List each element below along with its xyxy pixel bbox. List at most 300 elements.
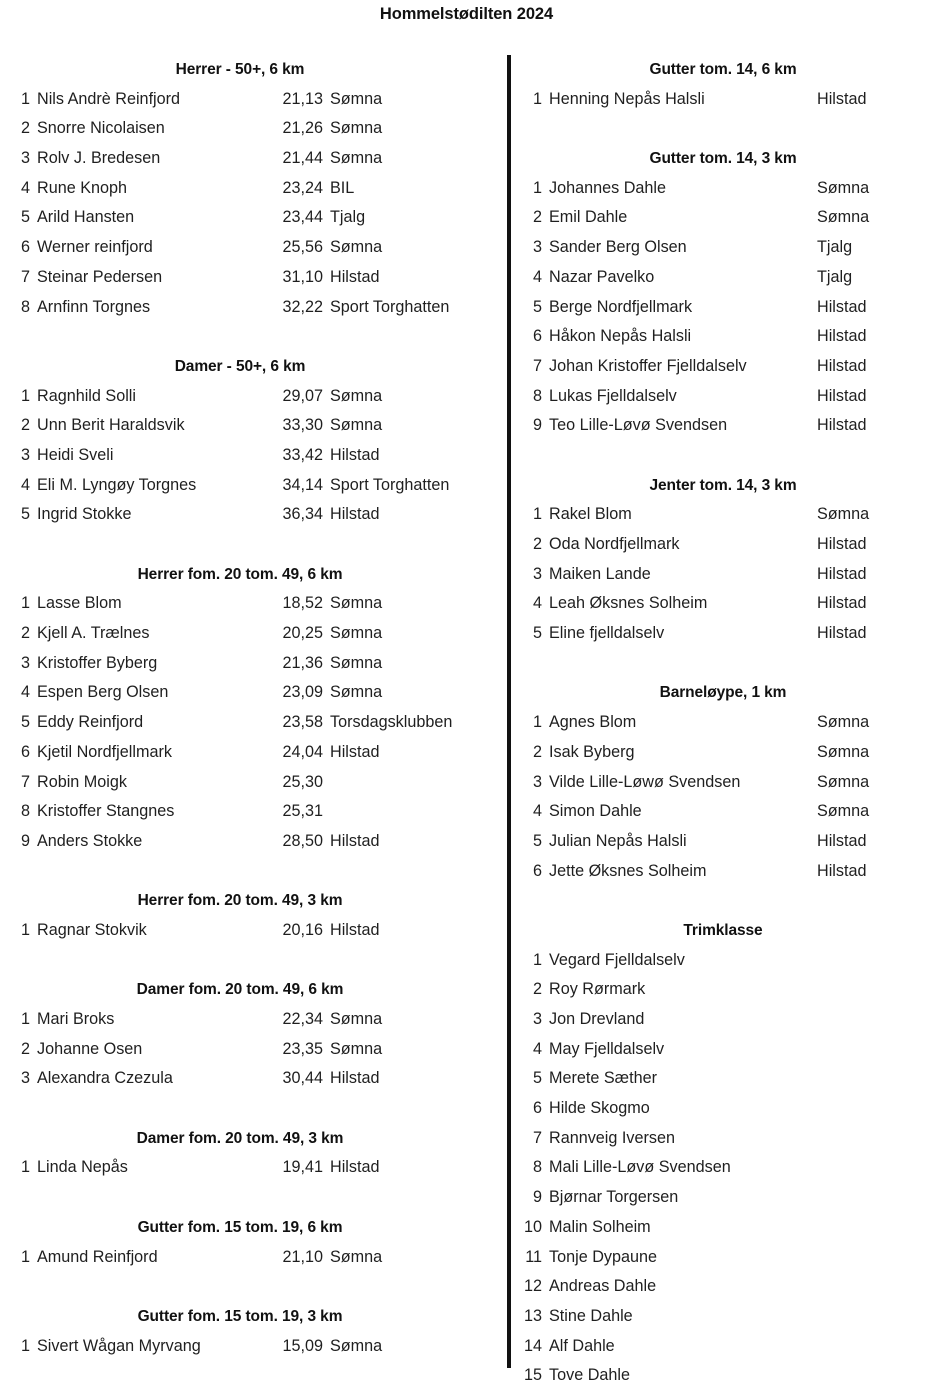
result-section xyxy=(0,975,500,1094)
result-row xyxy=(513,589,933,619)
result-club: Sømna xyxy=(330,89,383,108)
result-name: Linda Nepås xyxy=(37,1158,128,1177)
result-name: Espen Berg Olsen xyxy=(37,683,169,702)
result-rank: 1 xyxy=(532,950,542,969)
result-time: 20,16 xyxy=(282,920,323,939)
result-name: Mali Lille-Løvø Svendsen xyxy=(549,1158,731,1177)
result-club: Sømna xyxy=(330,1336,383,1355)
result-time: 21,36 xyxy=(282,653,323,672)
result-name: Nazar Pavelko xyxy=(549,267,655,286)
result-club: Hilstad xyxy=(817,564,867,583)
result-rank: 4 xyxy=(20,683,30,702)
result-row xyxy=(513,1302,933,1332)
result-rank: 4 xyxy=(532,267,542,286)
result-rank: 4 xyxy=(532,594,542,613)
result-row xyxy=(513,946,933,976)
result-rank: 2 xyxy=(20,1039,30,1058)
result-row xyxy=(0,738,500,768)
result-club: Hilstad xyxy=(817,624,867,643)
result-club: Hilstad xyxy=(817,535,867,553)
result-rank: 13 xyxy=(523,1306,542,1325)
right-results-column xyxy=(513,55,933,1391)
section-spacer xyxy=(0,946,500,976)
result-rank: 1 xyxy=(20,1158,30,1177)
result-row xyxy=(513,1183,933,1213)
result-row xyxy=(513,738,933,768)
result-name: Ragnhild Solli xyxy=(37,386,136,405)
result-name: Rolv J. Bredesen xyxy=(37,149,161,168)
result-row xyxy=(513,1332,933,1362)
result-section xyxy=(513,55,933,114)
result-name: Lasse Blom xyxy=(37,594,122,613)
result-rank: 5 xyxy=(532,297,542,316)
result-name: Julian Nepås Halsli xyxy=(549,831,687,850)
result-rank: 5 xyxy=(20,713,30,732)
result-row xyxy=(513,530,933,560)
result-name: Jette Øksnes Solheim xyxy=(549,861,707,880)
result-row xyxy=(513,1094,933,1124)
result-row xyxy=(0,85,500,115)
result-rank: 2 xyxy=(532,208,542,227)
result-rank: 5 xyxy=(20,505,30,524)
result-rank: 1 xyxy=(20,1247,30,1266)
result-row xyxy=(0,589,500,619)
result-club: Torsdagsklubben xyxy=(330,713,453,732)
result-time: 21,10 xyxy=(282,1247,323,1266)
result-rank: 8 xyxy=(532,1158,542,1177)
result-name: Alexandra Czezula xyxy=(37,1069,173,1088)
section-heading: Trimklasse xyxy=(683,921,763,939)
result-rank: 1 xyxy=(20,1336,30,1355)
result-row xyxy=(513,322,933,352)
result-name: Ingrid Stokke xyxy=(37,505,132,524)
result-row xyxy=(513,1035,933,1065)
result-club: BIL xyxy=(330,178,355,197)
result-name: Arnfinn Torgnes xyxy=(37,297,151,316)
result-name: Tove Dahle xyxy=(549,1366,630,1385)
result-club: Sømna xyxy=(817,742,870,761)
result-name: Anders Stokke xyxy=(37,831,143,850)
result-rank: 3 xyxy=(532,564,542,583)
result-row xyxy=(513,975,933,1005)
result-rank: 6 xyxy=(532,327,542,346)
result-section xyxy=(513,916,933,1391)
result-club: Hilstad xyxy=(817,831,867,850)
result-club: Sømna xyxy=(817,713,870,732)
result-rank: 11 xyxy=(525,1247,542,1266)
result-club: Sømna xyxy=(817,178,870,197)
section-spacer xyxy=(0,1183,500,1213)
result-club: Hilstad xyxy=(330,742,380,761)
section-spacer xyxy=(513,886,933,916)
result-rank: 14 xyxy=(523,1336,542,1355)
result-row xyxy=(0,203,500,233)
result-time: 23,44 xyxy=(282,208,323,227)
result-time: 33,42 xyxy=(282,445,323,464)
result-name: Roy Rørmark xyxy=(549,980,646,999)
result-club: Hilstad xyxy=(330,505,380,524)
result-name: Eline fjelldalselv xyxy=(549,624,665,643)
section-spacer xyxy=(0,1094,500,1124)
result-name: Eli M. Lyngøy Torgnes xyxy=(37,475,197,494)
result-row xyxy=(513,768,933,798)
result-name: May Fjelldalselv xyxy=(549,1039,665,1058)
result-club: Hilstad xyxy=(817,416,867,435)
result-name: Maiken Lande xyxy=(549,564,651,583)
result-row xyxy=(513,233,933,263)
result-name: Alf Dahle xyxy=(549,1336,615,1355)
result-club: Sømna xyxy=(330,1010,383,1028)
result-name: Amund Reinfjord xyxy=(37,1247,158,1266)
result-rank: 2 xyxy=(532,742,542,761)
result-club: Tjalg xyxy=(330,208,366,227)
result-rank: 5 xyxy=(532,831,542,850)
result-row xyxy=(513,382,933,412)
result-rank: 1 xyxy=(532,178,542,197)
result-name: Håkon Nepås Halsli xyxy=(549,327,692,346)
result-row xyxy=(513,1361,933,1391)
result-club: Sømna xyxy=(817,505,870,524)
result-time: 25,31 xyxy=(282,802,323,821)
result-section xyxy=(0,1124,500,1183)
result-club: Sømna xyxy=(817,802,870,821)
result-time: 32,22 xyxy=(282,297,323,316)
result-name: Ragnar Stokvik xyxy=(37,920,147,939)
result-rank: 7 xyxy=(532,1128,542,1147)
result-club: Hilstad xyxy=(330,920,380,939)
result-club: Sport Torghatten xyxy=(330,475,450,494)
result-club: Sømna xyxy=(330,594,383,613)
result-rank: 8 xyxy=(532,386,542,405)
result-row xyxy=(0,1005,500,1035)
section-spacer xyxy=(0,1272,500,1302)
result-row xyxy=(0,768,500,798)
result-club: Hilstad xyxy=(330,445,380,464)
result-row xyxy=(0,1243,500,1273)
result-name: Jon Drevland xyxy=(549,1010,645,1028)
result-rank: 3 xyxy=(20,149,30,168)
result-time: 36,34 xyxy=(282,505,323,524)
result-name: Eddy Reinfjord xyxy=(37,713,144,732)
result-row xyxy=(0,233,500,263)
result-club: Hilstad xyxy=(330,1158,380,1177)
result-club: Sømna xyxy=(330,416,383,435)
result-rank: 1 xyxy=(532,89,542,108)
result-club: Hilstad xyxy=(817,861,867,880)
result-name: Nils Andrè Reinfjord xyxy=(37,89,181,108)
result-rank: 8 xyxy=(20,802,30,821)
result-name: Kristoffer Stangnes xyxy=(37,802,175,821)
result-row xyxy=(513,708,933,738)
result-club: Sømna xyxy=(330,386,383,405)
result-rank: 3 xyxy=(532,772,542,791)
result-name: Werner reinfjord xyxy=(37,238,153,257)
result-row xyxy=(0,649,500,679)
result-club: Hilstad xyxy=(330,267,380,286)
result-rank: 4 xyxy=(532,802,542,821)
result-time: 25,56 xyxy=(282,238,323,257)
result-section xyxy=(0,560,500,857)
section-heading: Herrer - 50+, 6 km xyxy=(175,61,305,78)
result-time: 24,04 xyxy=(282,742,323,761)
result-time: 28,50 xyxy=(282,831,323,850)
result-name: Sander Berg Olsen xyxy=(549,238,687,257)
result-name: Simon Dahle xyxy=(549,802,642,821)
result-club: Tjalg xyxy=(817,267,853,286)
section-spacer xyxy=(513,649,933,679)
result-rank: 1 xyxy=(532,713,542,732)
section-heading: Gutter fom. 15 tom. 19, 6 km xyxy=(137,1218,343,1236)
result-name: Andreas Dahle xyxy=(549,1277,657,1296)
result-rank: 10 xyxy=(523,1217,542,1236)
result-row xyxy=(513,797,933,827)
result-time: 30,44 xyxy=(282,1069,323,1088)
result-name: Johanne Osen xyxy=(37,1039,143,1058)
result-row xyxy=(0,500,500,530)
result-rank: 5 xyxy=(532,1069,542,1088)
result-time: 20,25 xyxy=(282,624,323,643)
section-spacer xyxy=(0,530,500,560)
result-rank: 7 xyxy=(20,267,30,286)
result-club: Sømna xyxy=(330,119,383,138)
result-row xyxy=(513,263,933,293)
result-rank: 1 xyxy=(20,1010,30,1028)
result-name: Heidi Sveli xyxy=(37,445,114,464)
result-time: 25,30 xyxy=(282,772,323,791)
section-spacer xyxy=(0,322,500,352)
result-club: Sømna xyxy=(817,772,870,791)
result-row xyxy=(0,114,500,144)
result-rank: 4 xyxy=(20,475,30,494)
result-name: Henning Nepås Halsli xyxy=(549,89,705,108)
result-rank: 1 xyxy=(20,920,30,939)
result-time: 22,34 xyxy=(282,1010,323,1028)
result-row xyxy=(513,85,933,115)
section-heading: Gutter tom. 14, 6 km xyxy=(649,61,797,78)
result-rank: 6 xyxy=(532,1099,542,1118)
result-row xyxy=(0,1035,500,1065)
result-row xyxy=(0,293,500,323)
result-club: Sømna xyxy=(330,1247,383,1266)
result-time: 19,41 xyxy=(282,1158,323,1177)
result-row xyxy=(513,1153,933,1183)
result-time: 21,26 xyxy=(282,119,323,138)
result-time: 31,10 xyxy=(282,267,323,286)
left-results-column xyxy=(0,55,500,1361)
result-row xyxy=(0,1332,500,1362)
result-name: Hilde Skogmo xyxy=(549,1099,650,1118)
result-row xyxy=(513,352,933,382)
section-spacer xyxy=(513,114,933,144)
section-heading: Damer fom. 20 tom. 49, 6 km xyxy=(136,981,344,999)
result-rank: 4 xyxy=(532,1039,542,1058)
result-name: Vegard Fjelldalselv xyxy=(549,950,685,969)
result-name: Arild Hansten xyxy=(37,208,135,227)
result-row xyxy=(0,916,500,946)
result-section xyxy=(0,1213,500,1272)
result-time: 29,07 xyxy=(282,386,323,405)
result-name: Oda Nordfjellmark xyxy=(549,535,680,553)
section-heading: Gutter fom. 15 tom. 19, 3 km xyxy=(137,1307,343,1325)
result-time: 21,13 xyxy=(282,89,323,108)
result-rank: 7 xyxy=(532,356,542,375)
result-rank: 3 xyxy=(20,445,30,464)
result-row xyxy=(0,144,500,174)
result-rank: 4 xyxy=(20,178,30,197)
result-name: Sivert Wågan Myrvang xyxy=(37,1336,201,1355)
result-rank: 3 xyxy=(20,1069,30,1088)
result-row xyxy=(0,471,500,501)
result-name: Stine Dahle xyxy=(549,1306,633,1325)
result-name: Rune Knoph xyxy=(37,178,128,197)
result-rank: 2 xyxy=(532,980,542,999)
result-rank: 6 xyxy=(20,238,30,257)
result-rank: 1 xyxy=(532,505,542,524)
result-name: Rannveig Iversen xyxy=(549,1128,675,1147)
result-rank: 2 xyxy=(20,624,30,643)
result-section xyxy=(513,144,933,441)
result-name: Tonje Dypaune xyxy=(549,1247,657,1266)
result-row xyxy=(513,857,933,887)
result-name: Mari Broks xyxy=(37,1010,115,1028)
result-rank: 5 xyxy=(20,208,30,227)
section-spacer xyxy=(513,441,933,471)
result-club: Hilstad xyxy=(817,89,867,108)
result-rank: 9 xyxy=(532,416,542,435)
section-heading: Barneløype, 1 km xyxy=(659,684,787,702)
result-row xyxy=(513,174,933,204)
result-name: Emil Dahle xyxy=(549,208,628,227)
result-club: Hilstad xyxy=(330,1069,380,1088)
result-club: Hilstad xyxy=(817,356,867,375)
result-name: Isak Byberg xyxy=(549,742,635,761)
result-club: Sømna xyxy=(817,208,870,227)
result-club: Hilstad xyxy=(817,327,867,346)
result-section xyxy=(0,55,500,322)
column-divider xyxy=(507,55,511,1368)
result-row xyxy=(0,1153,500,1183)
result-rank: 15 xyxy=(523,1366,542,1385)
result-name: Rakel Blom xyxy=(549,505,632,524)
section-heading: Herrer fom. 20 tom. 49, 6 km xyxy=(137,565,343,583)
result-time: 23,58 xyxy=(282,713,323,732)
result-rank: 9 xyxy=(532,1188,542,1207)
section-spacer xyxy=(0,857,500,887)
result-name: Johannes Dahle xyxy=(549,178,666,197)
result-row xyxy=(513,1124,933,1154)
result-rank: 5 xyxy=(532,624,542,643)
result-row xyxy=(0,678,500,708)
result-row xyxy=(513,411,933,441)
result-rank: 8 xyxy=(20,297,30,316)
result-row xyxy=(513,203,933,233)
section-heading: Gutter tom. 14, 3 km xyxy=(649,150,797,168)
result-rank: 1 xyxy=(20,89,30,108)
result-name: Kjetil Nordfjellmark xyxy=(37,742,172,761)
result-club: Tjalg xyxy=(817,238,853,257)
result-club: Sømna xyxy=(330,149,383,168)
page-title: Hommelstødilten 2024 xyxy=(379,5,554,23)
result-name: Kjell A. Trælnes xyxy=(37,624,150,643)
result-name: Malin Solheim xyxy=(549,1217,651,1236)
result-club: Hilstad xyxy=(330,831,380,850)
section-heading: Herrer fom. 20 tom. 49, 3 km xyxy=(137,892,343,910)
result-section xyxy=(0,886,500,945)
result-rank: 6 xyxy=(532,861,542,880)
result-rank: 6 xyxy=(20,742,30,761)
result-row xyxy=(513,1213,933,1243)
result-time: 21,44 xyxy=(282,149,323,168)
result-section xyxy=(513,678,933,886)
result-time: 33,30 xyxy=(282,416,323,435)
result-row xyxy=(0,827,500,857)
section-heading: Damer fom. 20 tom. 49, 3 km xyxy=(136,1129,344,1147)
result-row xyxy=(0,708,500,738)
result-rank: 7 xyxy=(20,772,30,791)
result-rank: 3 xyxy=(20,653,30,672)
result-name: Snorre Nicolaisen xyxy=(37,119,165,138)
result-row xyxy=(513,1272,933,1302)
result-name: Teo Lille-Løvø Svendsen xyxy=(549,416,728,435)
result-name: Steinar Pedersen xyxy=(37,267,163,286)
result-time: 15,09 xyxy=(282,1336,323,1355)
result-row xyxy=(513,500,933,530)
result-rank: 12 xyxy=(523,1277,542,1296)
result-row xyxy=(513,293,933,323)
result-row xyxy=(513,827,933,857)
result-time: 23,24 xyxy=(282,178,323,197)
result-time: 34,14 xyxy=(282,475,323,494)
result-row xyxy=(513,560,933,590)
result-row xyxy=(0,411,500,441)
result-name: Leah Øksnes Solheim xyxy=(549,594,708,613)
result-row xyxy=(0,619,500,649)
result-row xyxy=(0,263,500,293)
results-columns xyxy=(0,55,933,1385)
result-row xyxy=(0,797,500,827)
result-club: Sømna xyxy=(330,683,383,702)
result-name: Merete Sæther xyxy=(549,1069,657,1088)
result-time: 23,35 xyxy=(282,1039,323,1058)
result-club: Sømna xyxy=(330,238,383,257)
result-row xyxy=(0,1064,500,1094)
result-section xyxy=(0,352,500,530)
result-club: Sømna xyxy=(330,1039,383,1058)
result-name: Johan Kristoffer Fjelldalselv xyxy=(549,356,747,375)
result-row xyxy=(513,1064,933,1094)
result-club: Sport Torghatten xyxy=(330,297,450,316)
result-rank: 3 xyxy=(532,238,542,257)
result-name: Berge Nordfjellmark xyxy=(549,297,693,316)
result-row xyxy=(0,382,500,412)
result-rank: 9 xyxy=(20,831,30,850)
result-section xyxy=(513,471,933,649)
section-heading: Damer - 50+, 6 km xyxy=(174,357,306,375)
result-rank: 2 xyxy=(20,416,30,435)
result-club: Sømna xyxy=(330,624,383,643)
result-name: Unn Berit Haraldsvik xyxy=(37,416,185,435)
result-name: Robin Moigk xyxy=(37,772,127,791)
result-row xyxy=(513,619,933,649)
result-rank: 1 xyxy=(20,386,30,405)
result-time: 23,09 xyxy=(282,683,323,702)
result-rank: 2 xyxy=(20,119,30,138)
result-name: Kristoffer Byberg xyxy=(37,653,158,672)
result-club: Sømna xyxy=(330,653,383,672)
result-time: 18,52 xyxy=(282,594,323,613)
section-heading: Jenter tom. 14, 3 km xyxy=(649,476,797,494)
result-row xyxy=(0,441,500,471)
